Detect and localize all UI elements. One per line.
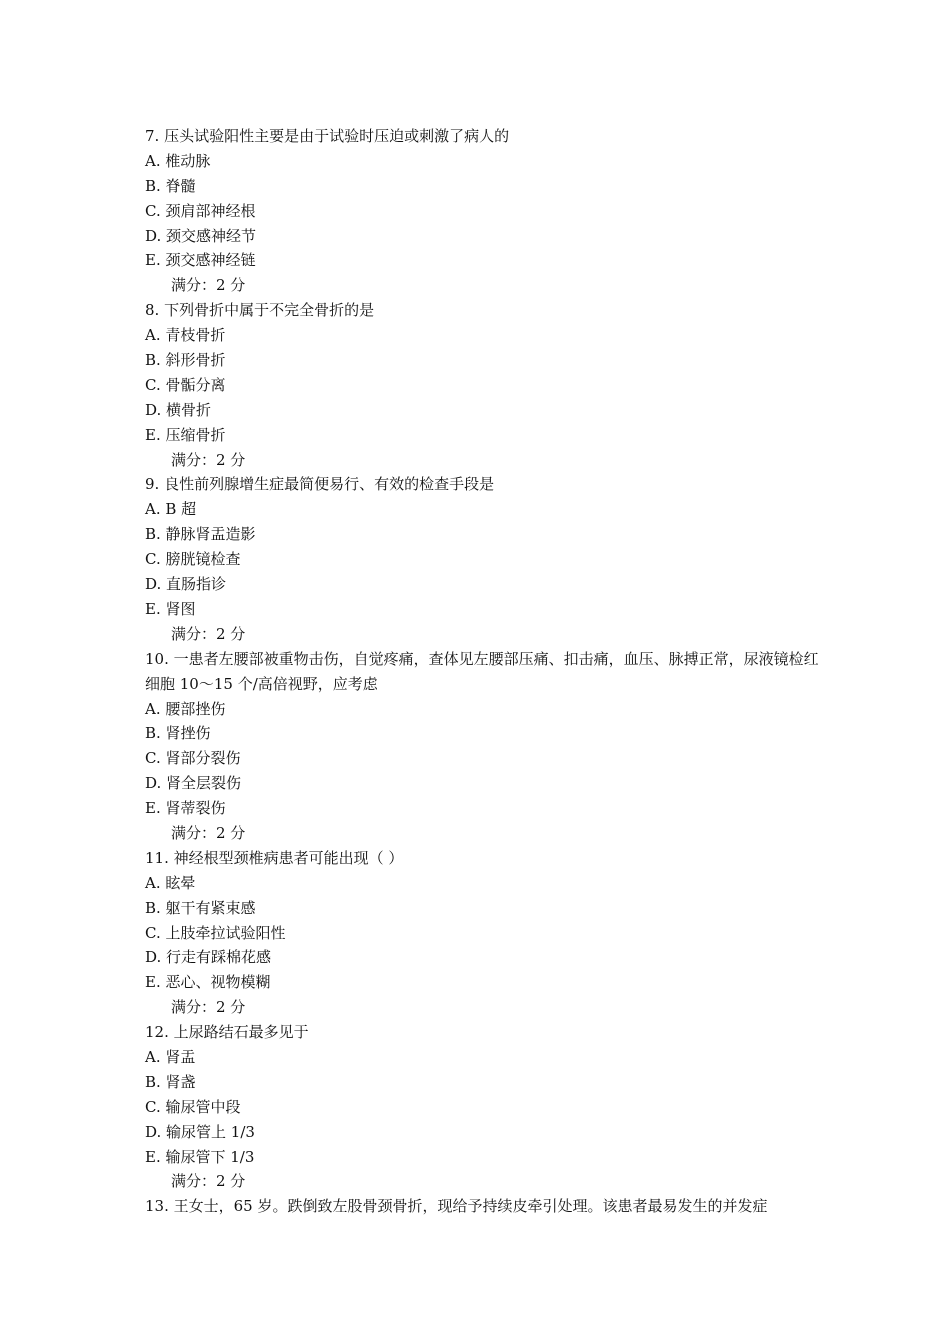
score-label: 满分：2 分 bbox=[171, 276, 246, 295]
question-stem: 9. 良性前列腺增生症最简便易行、有效的检查手段是 bbox=[145, 475, 495, 494]
question-9 bbox=[145, 472, 820, 646]
option-c: C. 肾部分裂伤 bbox=[145, 749, 241, 768]
document-page bbox=[145, 124, 820, 1219]
question-13 bbox=[145, 1194, 820, 1219]
option-a: A. 椎动脉 bbox=[145, 151, 211, 170]
option-e: E. 颈交感神经链 bbox=[145, 251, 256, 270]
option-e: E. 压缩骨折 bbox=[145, 425, 226, 444]
question-12 bbox=[145, 1020, 820, 1194]
option-c: C. 膀胱镜检查 bbox=[145, 550, 241, 569]
option-d: D. 肾全层裂伤 bbox=[145, 774, 242, 793]
score-label: 满分：2 分 bbox=[171, 450, 246, 469]
score-label: 满分：2 分 bbox=[171, 1172, 246, 1191]
option-a: A. 肾盂 bbox=[145, 1047, 196, 1066]
option-b: B. 躯干有紧束感 bbox=[145, 898, 256, 917]
option-e: E. 肾图 bbox=[145, 599, 196, 618]
option-c: C. 颈肩部神经根 bbox=[145, 201, 256, 220]
question-7 bbox=[145, 124, 820, 298]
question-10 bbox=[145, 647, 820, 846]
question-11 bbox=[145, 846, 820, 1020]
option-c: C. 上肢牵拉试验阳性 bbox=[145, 923, 286, 942]
question-stem: 7. 压头试验阳性主要是由于试验时压迫或刺激了病人的 bbox=[145, 127, 510, 145]
score-label: 满分：2 分 bbox=[171, 624, 246, 643]
option-e: E. 恶心、视物模糊 bbox=[145, 973, 271, 992]
score-label: 满分：2 分 bbox=[171, 998, 246, 1017]
option-b: B. 斜形骨折 bbox=[145, 351, 226, 370]
option-b: B. 肾挫伤 bbox=[145, 724, 211, 743]
option-d: D. 输尿管上 1/3 bbox=[145, 1122, 255, 1141]
question-stem: 12. 上尿路结石最多见于 bbox=[145, 1023, 309, 1042]
option-c: C. 骨骺分离 bbox=[145, 375, 226, 394]
question-stem: 13. 王女士，65 岁。跌倒致左股骨颈骨折，现给予持续皮牵引处理。该患者最易发生的并发症 bbox=[145, 1197, 768, 1216]
option-a: A. B 超 bbox=[145, 500, 197, 519]
option-d: D. 横骨折 bbox=[145, 400, 212, 419]
option-a: A. 腰部挫伤 bbox=[145, 699, 226, 718]
question-stem: 11. 神经根型颈椎病患者可能出现（ ） bbox=[145, 848, 404, 867]
option-a: A. 眩晕 bbox=[145, 873, 196, 892]
option-b: B. 静脉肾盂造影 bbox=[145, 525, 256, 544]
question-8 bbox=[145, 298, 820, 472]
option-b: B. 肾盏 bbox=[145, 1072, 196, 1091]
score-label: 满分：2 分 bbox=[171, 823, 246, 842]
option-d: D. 颈交感神经节 bbox=[145, 226, 257, 245]
option-d: D. 行走有踩棉花感 bbox=[145, 948, 272, 967]
option-d: D. 直肠指诊 bbox=[145, 575, 227, 594]
question-stem: 8. 下列骨折中属于不完全骨折的是 bbox=[145, 301, 375, 320]
option-b: B. 脊髓 bbox=[145, 176, 196, 195]
option-a: A. 青枝骨折 bbox=[145, 326, 226, 345]
option-e: E. 肾蒂裂伤 bbox=[145, 799, 226, 818]
option-e: E. 输尿管下 1/3 bbox=[145, 1147, 255, 1166]
option-c: C. 输尿管中段 bbox=[145, 1097, 241, 1116]
question-stem: 10. 一患者左腰部被重物击伤，自觉疼痛，查体见左腰部压痛、扣击痛，血压、脉搏正常，尿液镜检红细胞 10～15 个/高倍视野，应考虑 bbox=[145, 649, 819, 693]
